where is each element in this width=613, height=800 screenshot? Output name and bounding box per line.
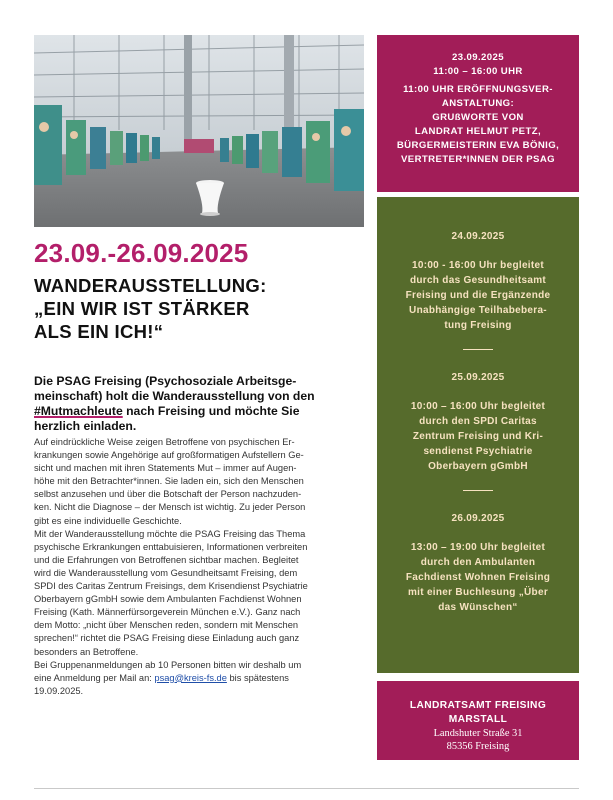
schedule-line: 10:00 - 16:00 Uhr begleitet: [411, 260, 545, 271]
hashtag-mutmachleute: #Mutmachleute: [34, 404, 123, 418]
schedule-panel: [377, 197, 579, 673]
body-line: Bei Gruppenanmeldungen ab 10 Personen bitten wir deshalb um: [34, 659, 302, 670]
schedule-line: Unabhängige Teilhabebera-: [409, 305, 547, 316]
schedule-line: Zentrum Freising und Kri-: [412, 431, 544, 442]
mail-line: [34, 672, 374, 685]
opening-line: 11:00 UHR ERÖFFNUNGSVER-: [403, 84, 553, 95]
schedule-line: tung Freising: [444, 320, 512, 331]
opening-line: BÜRGERMEISTERIN EVA BÖNIG,: [396, 140, 560, 151]
opening-line: LANDRAT HELMUT PETZ,: [414, 126, 542, 137]
bottom-divider: [34, 788, 579, 789]
body-line: dem Motto: „nicht über Menschen reden, sondern mit Menschen: [34, 620, 299, 631]
title-line: ALS EIN ICH!“: [34, 321, 164, 342]
schedule-line: 10:00 – 16:00 Uhr begleitet: [410, 401, 546, 412]
body-line: und die Erfahrungen von Betroffenen sichtbar machen. Begleitet: [34, 554, 299, 565]
body-line: Freising (Kath. Männerfürsorgeverein München e.V.). Ganz nach: [34, 607, 301, 618]
title-line: WANDERAUSSTELLUNG:: [34, 275, 267, 296]
event-title: [34, 274, 374, 343]
body-line: wird die Wanderausstellung vom Gesundheitsamt Freising, dem: [34, 567, 298, 578]
body-line: Auf eindrückliche Weise zeigen Betroffene von psychischen Er-: [34, 437, 295, 447]
schedule-line: durch den Ambulanten: [420, 557, 536, 568]
intro-line: meinschaft) holt die Wanderausstellung von den: [34, 389, 315, 403]
opening-date: 23.09.2025: [451, 52, 504, 63]
deadline-line: 19.09.2025.: [34, 685, 84, 696]
event-date-range: 23.09.-26.09.2025: [34, 238, 249, 268]
intro-line: herzlich einladen.: [34, 419, 137, 433]
body-line: gibt es eine individuelle Geschichte.: [34, 515, 182, 526]
schedule-date: 24.09.2025: [451, 231, 505, 242]
title-line: „EIN WIR IST STÄRKER: [34, 298, 250, 319]
location-street: Landshuter Straße 31: [433, 728, 523, 739]
schedule-day: [377, 229, 579, 333]
location-city: 85356 Freising: [446, 741, 510, 752]
location-name: LANDRATSAMT FREISING: [409, 700, 547, 711]
schedule-line: sendienst Psychiatrie: [423, 446, 533, 457]
opening-panel: [377, 35, 579, 192]
email-link[interactable]: psag@kreis-fs.de: [154, 672, 227, 683]
body-line: Oberbayern gGmbH sowie dem Ambulanten Fachdienst Wohnen: [34, 594, 302, 605]
schedule-line: Fachdienst Wohnen Freising: [405, 572, 551, 583]
schedule-line: 13:00 – 19:00 Uhr begleitet: [410, 542, 546, 553]
schedule-line: Oberbayern gGmbH: [428, 461, 528, 472]
body-line: ken. Nicht die Diagnose – der Mensch ist wichtig. Zu jeder Person: [34, 502, 306, 513]
opening-line: ANSTALTUNG:: [441, 98, 515, 109]
body-line: psychische Erkrankungen enttabuisieren, Informationen verbreiten: [34, 541, 308, 552]
body-line: höhe mit den Betrachter*innen. Sie laden ein, sich den Menschen: [34, 476, 304, 487]
schedule-day: [377, 511, 579, 615]
exhibition-hall-image: [34, 35, 364, 227]
body-line: sicht und machen mit ihren Statements Mut – immer auf Augen-: [34, 463, 297, 474]
intro-line: [34, 404, 374, 419]
location-panel: [377, 681, 579, 760]
body-text: [34, 436, 374, 698]
body-line: krankungen sowie Angehörige auf großformatigen Aufstellern Ge-: [34, 450, 304, 461]
schedule-date: 26.09.2025: [451, 513, 505, 524]
schedule-line: mit einer Buchlesung „Über: [407, 587, 549, 598]
location-building: MARSTALL: [448, 714, 508, 725]
schedule-line: durch das Gesundheitsamt: [409, 275, 547, 286]
opening-line: GRUßWORTE VON: [432, 112, 524, 123]
intro-paragraph: [34, 374, 374, 434]
schedule-line: Freising und die Ergänzende: [405, 290, 551, 301]
mail-line-after: bis spätestens: [226, 672, 289, 683]
schedule-line: durch den SPDI Caritas: [419, 416, 537, 427]
body-line: selbst anzusehen und über die Botschaft der Person nachzuden-: [34, 489, 302, 500]
intro-line-rest: nach Freising und möchte Sie: [122, 404, 300, 418]
body-line: sprechen!“ richtet die PSAG Freising diese Einladung auch ganz: [34, 633, 300, 644]
schedule-date: 25.09.2025: [451, 372, 505, 383]
exhibition-photo: [34, 35, 364, 227]
body-line: Mit der Wanderausstellung möchte die PSAG Freising das Thema: [34, 528, 306, 539]
body-line: SPDI des Caritas Zentrum Freisings, dem Krisendienst Psychiatrie: [34, 581, 308, 592]
intro-line: Die PSAG Freising (Psychosoziale Arbeitsge-: [34, 374, 297, 388]
schedule-line: das Wünschen“: [438, 602, 518, 613]
mail-line-before: eine Anmeldung per Mail an:: [34, 672, 155, 683]
schedule-day: [377, 370, 579, 474]
opening-line: VERTRETER*INNEN DER PSAG: [400, 154, 556, 165]
body-line: besonders an Betroffene.: [34, 646, 139, 657]
opening-time: 11:00 – 16:00 UHR: [433, 66, 523, 77]
